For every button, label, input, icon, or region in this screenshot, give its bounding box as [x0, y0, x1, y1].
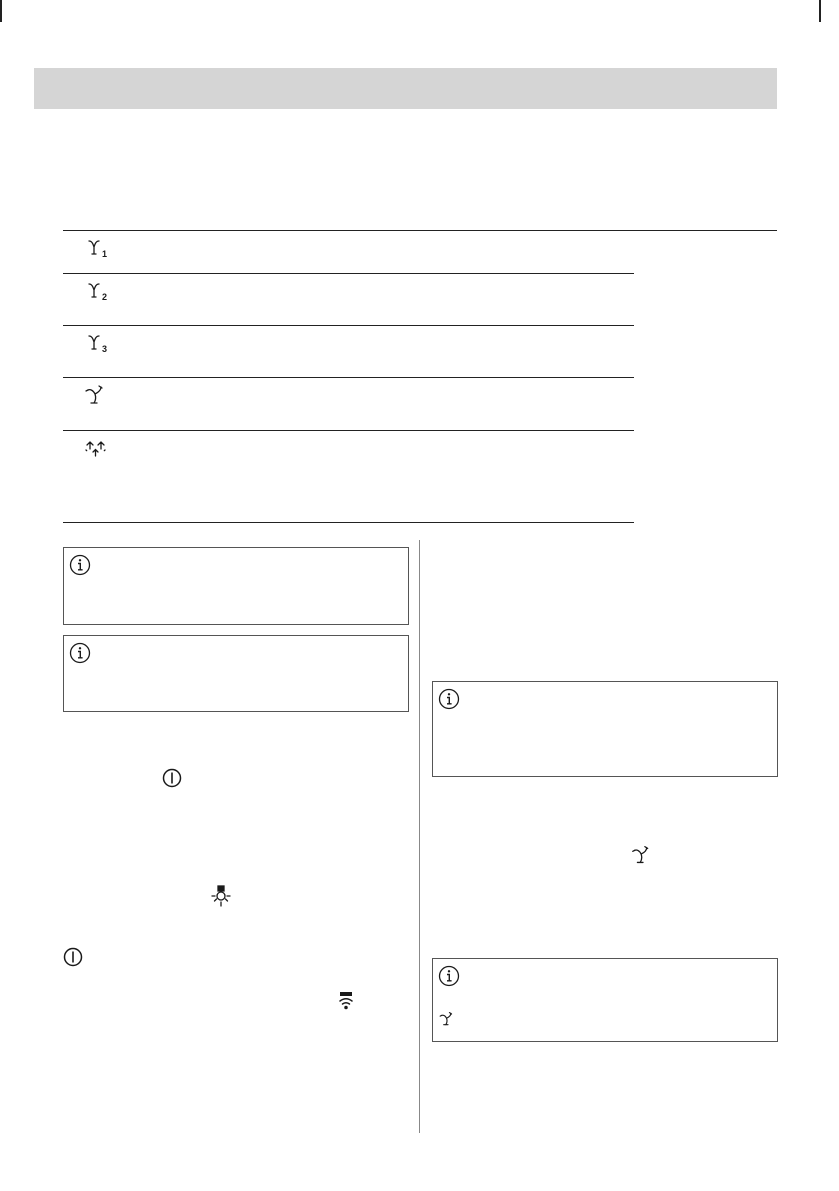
info-icon	[69, 554, 91, 576]
table-row-fan-speed-3	[63, 326, 634, 378]
svg-text:1: 1	[102, 249, 108, 259]
edge-mark	[819, 0, 821, 22]
section-header-bar	[34, 68, 777, 109]
table-row-fan-boost	[63, 378, 634, 431]
info-note-box	[63, 547, 409, 625]
table-row-fan-speed-2	[63, 274, 634, 326]
power-icon	[161, 767, 183, 789]
fan-boost-icon	[630, 844, 656, 866]
svg-text:3: 3	[102, 344, 108, 354]
table-row-fan-speed-1	[63, 231, 634, 274]
info-icon	[438, 965, 460, 987]
power-icon	[62, 946, 84, 968]
info-icon	[69, 642, 91, 664]
info-note-box	[432, 958, 778, 1042]
info-note-box	[432, 681, 778, 777]
table-row-auto-extraction	[63, 431, 634, 523]
hob-to-hood-icon	[335, 990, 357, 1012]
auto-extraction-icon	[83, 437, 111, 459]
edge-mark	[0, 0, 2, 22]
info-note-box	[63, 635, 409, 712]
info-icon	[438, 688, 460, 710]
fan-speed-3-icon	[83, 332, 111, 354]
column-divider	[419, 540, 420, 1133]
light-icon	[208, 884, 234, 908]
fan-speed-2-icon	[83, 280, 111, 302]
fan-speed-1-icon	[83, 237, 111, 259]
svg-text:2: 2	[102, 292, 108, 302]
fan-boost-icon	[438, 1009, 458, 1029]
fan-boost-icon	[83, 384, 111, 406]
